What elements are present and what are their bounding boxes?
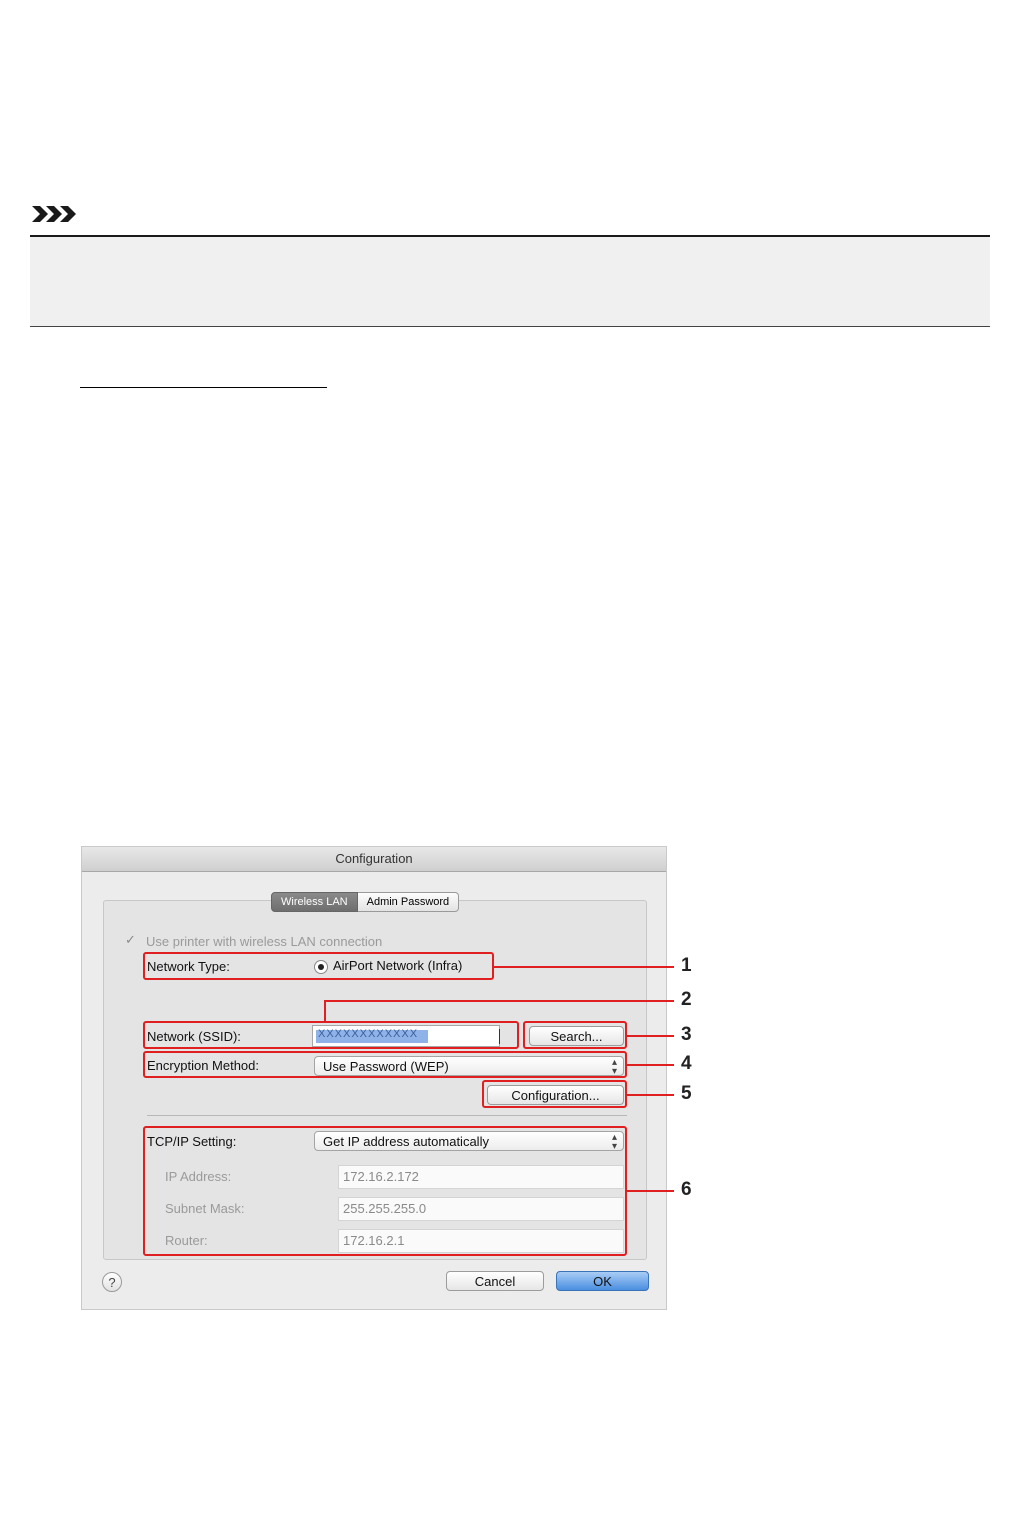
tab-bar <box>271 892 459 912</box>
subnet-mask-label: Subnet Mask: <box>165 1201 245 1216</box>
callout-box-ssid <box>143 1021 519 1049</box>
ssid-label: Network (SSID): <box>147 1029 241 1044</box>
ip-address-field[interactable]: 172.16.2.172 <box>338 1165 624 1189</box>
subnet-mask-field[interactable]: 255.255.255.0 <box>338 1197 624 1221</box>
dialog-title: Configuration <box>82 847 666 872</box>
section-divider <box>147 1115 627 1116</box>
leader-line-4 <box>627 1064 674 1066</box>
use-wireless-checkbox[interactable]: ✓ <box>125 932 136 947</box>
encryption-method-label: Encryption Method: <box>147 1058 260 1073</box>
updown-arrows-icon: ▴ ▾ <box>611 1132 617 1152</box>
tab-wireless-lan[interactable]: Wireless LAN <box>271 892 358 912</box>
encryption-method-value: Use Password (WEP) <box>323 1059 449 1074</box>
callout-box-tcpip <box>143 1126 627 1256</box>
tab-admin-password[interactable]: Admin Password <box>358 892 460 912</box>
callout-number-5: 5 <box>681 1083 692 1104</box>
leader-line-5 <box>627 1094 674 1096</box>
network-type-label: Network Type: <box>147 959 230 974</box>
leader-line-6 <box>627 1190 674 1192</box>
use-wireless-label: Use printer with wireless LAN connection <box>146 934 383 949</box>
leader-line-1 <box>494 966 674 968</box>
tcpip-setting-value: Get IP address automatically <box>323 1134 489 1149</box>
callout-box-encryption <box>143 1051 627 1078</box>
updown-arrows-icon: ▴ ▾ <box>611 1057 617 1077</box>
callout-box-network-type <box>143 952 494 980</box>
ok-button[interactable]: OK <box>556 1271 649 1291</box>
callout-number-6: 6 <box>681 1179 692 1200</box>
router-label: Router: <box>165 1233 208 1248</box>
ssid-value: XXXXXXXXXXXX <box>318 1028 419 1040</box>
tcpip-setting-label: TCP/IP Setting: <box>147 1134 237 1149</box>
leader-line-2 <box>324 1000 674 1002</box>
note-chevrons-icon <box>30 204 80 224</box>
cancel-button[interactable]: Cancel <box>446 1271 544 1291</box>
callout-number-3: 3 <box>681 1024 692 1045</box>
note-bottom-rule <box>30 326 990 327</box>
note-box <box>30 237 990 327</box>
router-field[interactable]: 172.16.2.1 <box>338 1229 624 1253</box>
callout-box-search <box>523 1021 627 1049</box>
callout-number-2: 2 <box>681 989 692 1010</box>
configuration-button[interactable]: Configuration... <box>487 1085 624 1105</box>
callout-number-4: 4 <box>681 1053 692 1074</box>
leader-line-3 <box>627 1035 674 1037</box>
link-underline[interactable] <box>80 387 327 388</box>
callout-number-1: 1 <box>681 955 692 976</box>
network-type-value: AirPort Network (Infra) <box>333 958 463 973</box>
help-button[interactable]: ? <box>102 1272 122 1292</box>
callout-box-configuration <box>482 1080 627 1108</box>
leader-line-2-vertical <box>324 1000 326 1022</box>
ip-address-label: IP Address: <box>165 1169 232 1184</box>
search-button[interactable]: Search... <box>529 1026 624 1046</box>
